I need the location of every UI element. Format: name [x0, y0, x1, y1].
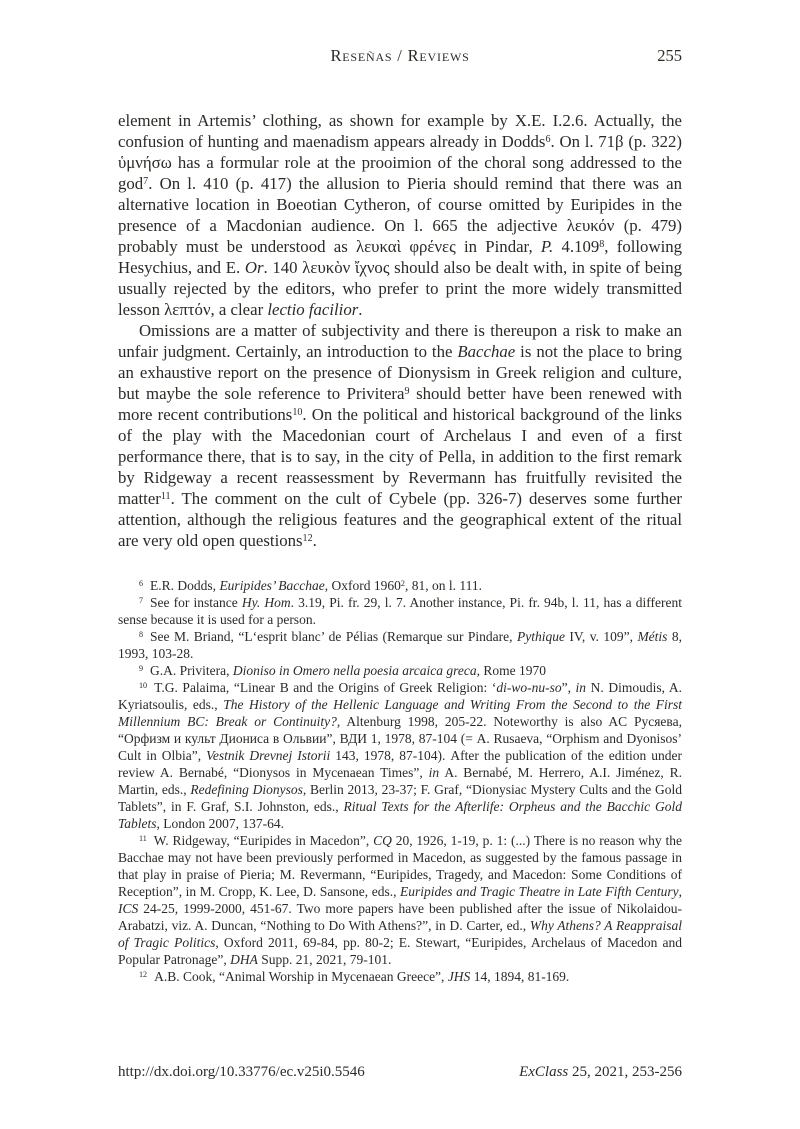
- footnote: [118, 577, 682, 594]
- body-paragraph-2: Omissions are a matter of subjectivity and there is thereupon a risk to make an unfair judgment. Certainly, an introduction to the Bacchae is not the place to bring an exhaustive report on the presence of Dionysism in Greek religion and culture, but maybe the sole reference to Privitera$^9$ should better have been renewed with more recent contributions$^{10}$. On the political and historical background of the links of the play with the Macedonian court of Archelaus I and even of a first performance there, that is to say, in the city of Pella, in addition to the first remark by Ridgeway a recent reassessment by Revermann has fruitfully revisited the matter$^{11}$. The comment on the cult of Cybele (pp. 326-7) deserves some further attention, although the religious features and the geographical extent of the ritual are very old open questions$^{12}$.: [118, 321, 683, 550]
- footnote-text: G.A. Privitera, Dioniso in Omero nella poesia arcaica greca, Rome 1970: [150, 663, 546, 678]
- footnote-number: 7: [139, 595, 144, 605]
- footnotes-block: [118, 577, 682, 985]
- review-body: [118, 110, 682, 551]
- footnote-number: 6: [139, 578, 144, 588]
- doi-text: http://dx.doi.org/10.33776/ec.v25i0.5546: [118, 1064, 365, 1080]
- footnote-text: See for instance Hy. Hom. 3.19, Pi. fr. 29, l. 7. Another instance, Pi. fr. 94b, l. 11, has a different sense because it is used for a person.: [118, 595, 683, 627]
- footnote-text: See M. Briand, “L‘esprit blanc’ de Pélias (Remarque sur Pindare, Pythique IV, v. 109”, Métis 8, 1993, 103-28.: [118, 629, 682, 661]
- footnote: [118, 662, 682, 679]
- footnote: [118, 594, 682, 628]
- footnote: [118, 968, 682, 985]
- footnote: [118, 628, 682, 662]
- body-paragraph-1: element in Artemis’ clothing, as shown for example by X.E. I.2.6. Actually, the confusion of hunting and maenadism appears already in Dodds$^6$. On l. 71β (p. 322) ὑμνήσω has a formular role at the prooimion of the choral song addressed to the god$^7$. On l. 410 (p. 417) the allusion to Pieria should remind that there was an alternative location in Boeotian Cytheron, of course omitted by Euripides in the presence of a Macdonian audience. On l. 665 the adjective λευκόν (p. 479) probably must be understood as λευκαὶ φρένες in Pindar, P. 4.109$^8$, following Hesychius, and E. Or. 140 λευκὸν ἴχνος should also be dealt with, in spite of being usually rejected by the editors, who prefer to print the more widely transmitted lesson λεπτόν, a clear lectio facilior.: [118, 111, 683, 319]
- journal-reference: ExClass 25, 2021, 253-256: [519, 1064, 682, 1080]
- footnote: [118, 832, 682, 968]
- footnote-number: 10: [139, 680, 148, 690]
- footnote-number: 12: [139, 969, 148, 979]
- page-number: 255: [657, 46, 682, 65]
- page-header: [118, 46, 682, 68]
- page-footer: [118, 1063, 682, 1083]
- footnote-text: W. Ridgeway, “Euripides in Macedon”, CQ 20, 1926, 1-19, p. 1: (...) There is no reason why the Bacchae may not have been previously performed in Macedon, as suggested by the famous passage in that play in praise of Pieria; M. Revermann, “Euripides, Tragedy, and Macedon: Some Conditions of Reception”, in M. Cropp, K. Lee, D. Sansone, eds., Euripides and Tragic Theatre in Late Fifth Century, ICS 24-25, 1999-2000, 451-67. Two more papers have been published after the issue of Nikolaidou-Arabatzi, viz. A. Duncan, “Nothing to Do With Athens?”, in D. Carter, ed., Why Athens? A Reappraisal of Tragic Politics, Oxford 2011, 69-84, pp. 80-2; E. Stewart, “Euripides, Archelaus of Macedon and Popular Patronage”, DHA Supp. 21, 2021, 79-101.: [118, 833, 682, 967]
- footnote-number: 11: [139, 833, 147, 843]
- footnote-number: 9: [139, 663, 144, 673]
- footnote-text: A.B. Cook, “Animal Worship in Mycenaean Greece”, JHS 14, 1894, 81-169.: [154, 969, 570, 984]
- footnote-number: 8: [139, 629, 144, 639]
- footnote: [118, 679, 682, 832]
- running-title: Reseñas / Reviews: [330, 46, 470, 65]
- footnote-text: E.R. Dodds, Euripides’ Bacchae, Oxford 1960$^2$, 81, on l. 111.: [150, 578, 482, 593]
- footnote-text: T.G. Palaima, “Linear B and the Origins of Greek Religion: ‘di-wo-nu-so”, in N. Dimoudis, A. Kyriatsoulis, eds., The History of the Hellenic Language and Writing From the Second to the First Millennium BC: Break or Continuity?, Altenburg 1998, 205-22. Noteworthy is also AC Русяева, “Орфизм и культ Диониса в Ольвии”, ВДИ 1, 1978, 87-104 (= A. Rusaeva, “Orphism and Dyonisos’ Cult in Olbia”, Vestnik Drevnej Istorii 143, 1978, 87-104). After the publication of the edition under review A. Bernabé, “Dionysos in Mycenaean Times”, in A. Bernabé, M. Herrero, A.I. Jiménez, R. Martin, eds., Redefining Dionysos, Berlin 2013, 23-37; F. Graf, “Dionysiac Mystery Cults and the Gold Tablets”, in F. Graf, S.I. Johnston, eds., Ritual Texts for the Afterlife: Orpheus and the Bacchic Gold Tablets, London 2007, 137-64.: [118, 680, 682, 831]
